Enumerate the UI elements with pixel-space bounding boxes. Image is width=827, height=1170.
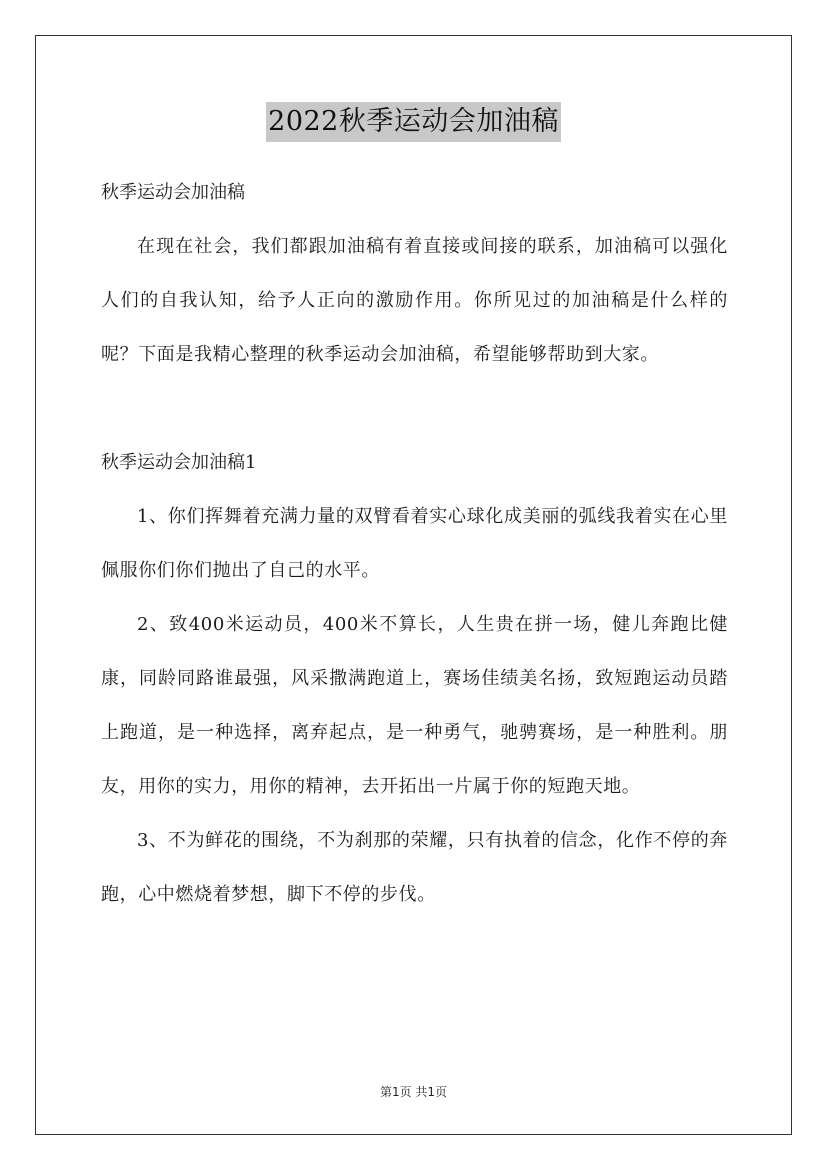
document-subtitle: 秋季运动会加油稿 (101, 182, 245, 203)
spacer (101, 382, 728, 436)
intro-paragraph: 在现在社会，我们都跟加油稿有着直接或间接的联系，加油稿可以强化人们的自我认知，给予人正向的激励作用。你所见过的加油稿是什么样的呢？下面是我精心整理的秋季运动会加油稿，希望能够帮助到大家。 (101, 236, 728, 365)
page-footer (0, 1083, 827, 1100)
cheer-item-1: 1、你们挥舞着充满力量的双臂看着实心球化成美丽的弧线我着实在心里佩服你们你们抛出了自己的水平。 (101, 506, 728, 581)
title-wrap (0, 102, 827, 142)
document-title: 2022秋季运动会加油稿 (266, 102, 561, 142)
cheer-item-2: 2、致400米运动员，400米不算长，人生贵在拼一场，健儿奔跑比健康，同龄同路谁最强，风采撒满跑道上，赛场佳绩美名扬，致短跑运动员踏上跑道，是一种选择，离弃起点，是一种勇气，驰骋赛场，是一种胜利。朋友，用你的实力，用你的精神，去开拓出一片属于你的短跑天地。 (101, 614, 728, 797)
cheer-item-3: 3、不为鲜花的围绕，不为刹那的荣耀，只有执着的信念，化作不停的奔跑，心中燃烧着梦想，脚下不停的步伐。 (101, 830, 728, 905)
page-number: 第1页 共1页 (379, 1085, 448, 1099)
section-heading: 秋季运动会加油稿1 (101, 452, 257, 473)
document-body (101, 166, 728, 922)
